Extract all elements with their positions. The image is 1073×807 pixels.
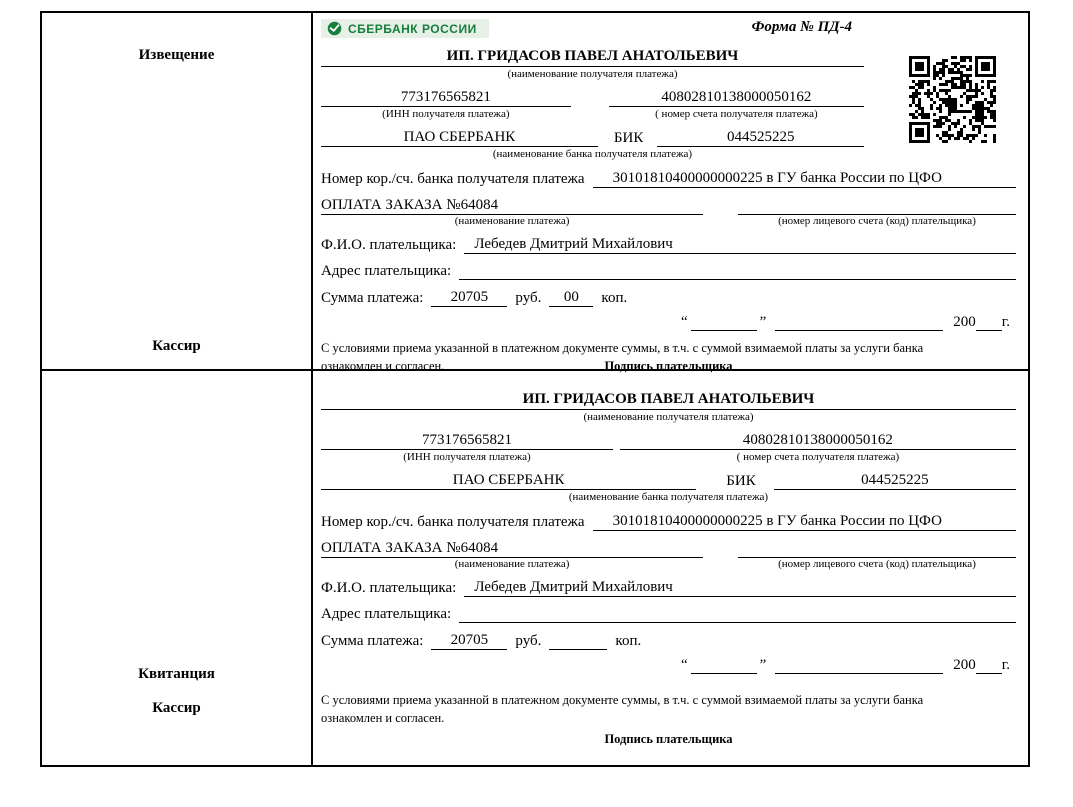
date-month-blank — [775, 330, 943, 331]
kop-label: коп. — [601, 290, 628, 306]
amount-kop-value — [549, 649, 607, 650]
payment-name-label: (наименование платежа) — [454, 558, 570, 571]
date-month-blank — [775, 673, 943, 674]
bik-label: БИК — [613, 129, 644, 146]
corr-account-value: 30101810400000000225 в ГУ банка России по ЦФО — [593, 170, 1016, 188]
bik-value: 044525225 — [774, 472, 1016, 490]
inn-label: (ИНН получателя платежа) — [403, 450, 531, 463]
account-value: 40802810138000050162 — [620, 432, 1016, 450]
sberbank-logo — [321, 19, 489, 38]
payer-account-label: (номер лицевого счета (код) плательщика) — [778, 215, 976, 228]
inn-account-labels-row — [321, 451, 1016, 465]
corr-account-value: 30101810400000000225 в ГУ банка России по ЦФО — [593, 513, 1016, 531]
bank-row — [321, 472, 1016, 490]
account-label: ( номер счета получателя платежа) — [736, 450, 900, 463]
corr-account-label: Номер кор./сч. банка получателя платежа — [321, 171, 585, 188]
recipient-name: ИП. ГРИДАСОВ ПАВЕЛ АНАТОЛЬЕВИЧ — [321, 391, 1016, 410]
year-blank — [976, 673, 1002, 674]
recipient-name-label: (наименование получателя платежа) — [507, 68, 678, 80]
payer-address-label: Адрес плательщика: — [321, 263, 452, 279]
recipient-name-row — [321, 48, 864, 67]
date-row — [321, 314, 1016, 331]
payment-purpose: ОПЛАТА ЗАКАЗА №64084 — [321, 197, 703, 215]
notice-section-label: Извещение — [138, 47, 215, 63]
year-suffix: г. — [1001, 657, 1010, 673]
amount-row — [321, 289, 1016, 307]
inn-value: 773176565821 — [321, 432, 613, 450]
sberbank-logo-icon — [327, 21, 342, 36]
bank-name: ПАО СБЕРБАНК — [321, 129, 598, 147]
receipt-section-label: Квитанция — [138, 666, 215, 682]
payer-address-row — [321, 263, 1016, 280]
payer-name-label: Ф.И.О. плательщика: — [321, 237, 457, 253]
payer-name-value: Лебедев Дмитрий Михайлович — [464, 236, 1016, 254]
payer-name-row — [321, 579, 1016, 597]
recipient-name: ИП. ГРИДАСОВ ПАВЕЛ АНАТОЛЬЕВИЧ — [321, 48, 864, 67]
recipient-name-row — [321, 391, 1016, 410]
corr-account-row — [321, 513, 1016, 531]
recipient-name-label: (наименование получателя платежа) — [583, 411, 754, 423]
rub-label: руб. — [515, 290, 542, 306]
inn-value: 773176565821 — [321, 89, 571, 107]
payer-name-row — [321, 236, 1016, 254]
bik-label: БИК — [726, 472, 756, 489]
signature-label: Подпись плательщика — [604, 359, 733, 373]
amount-label: Сумма платежа: — [321, 290, 424, 306]
payer-address-blank — [459, 279, 1016, 280]
corr-account-label: Номер кор./сч. банка получателя платежа — [321, 514, 585, 531]
payment-purpose-row — [321, 540, 1016, 558]
purpose-labels-row — [321, 558, 1016, 572]
bank-name: ПАО СБЕРБАНК — [321, 472, 696, 490]
payment-purpose-row — [321, 197, 1016, 215]
notice-form — [313, 13, 1028, 373]
payer-address-row — [321, 606, 1016, 623]
close-quote: ” — [759, 657, 767, 673]
signature-row — [321, 731, 1016, 748]
receipt-form — [313, 371, 1028, 765]
year-prefix: 200 — [953, 657, 976, 673]
form-number: Форма № ПД-4 — [751, 19, 852, 35]
notice-header-row — [321, 19, 1016, 46]
account-value: 40802810138000050162 — [609, 89, 864, 107]
payer-address-label: Адрес плательщика: — [321, 606, 452, 622]
payer-address-blank — [459, 622, 1016, 623]
date-day-blank — [691, 330, 757, 331]
bank-name-label: (наименование банка получателя платежа) — [568, 490, 769, 503]
payer-name-label: Ф.И.О. плательщика: — [321, 580, 457, 596]
corr-account-row — [321, 170, 1016, 188]
notice-cashier-label: Кассир — [152, 338, 201, 354]
purpose-labels-row — [321, 215, 1016, 229]
payment-purpose: ОПЛАТА ЗАКАЗА №64084 — [321, 540, 703, 558]
date-day-blank — [691, 673, 757, 674]
sberbank-logo-text: СБЕРБАНК РОССИИ — [348, 21, 477, 36]
signature-label: Подпись плательщика — [604, 732, 733, 746]
payment-name-label: (наименование платежа) — [454, 215, 570, 228]
qr-code — [909, 56, 996, 143]
open-quote: “ — [680, 657, 688, 673]
year-suffix: г. — [1001, 314, 1010, 330]
year-prefix: 200 — [953, 314, 976, 330]
close-quote: ” — [759, 314, 767, 330]
receipt-left-column — [42, 371, 313, 765]
inn-account-labels-row — [321, 108, 864, 122]
bank-name-label: (наименование банка получателя платежа) — [492, 147, 693, 160]
bik-value: 044525225 — [657, 129, 864, 147]
terms-text: С условиями приема указанной в платежном документе суммы, в т.ч. с суммой взимаемой платы за услуги банка ознакомлен и согласен. — [321, 341, 924, 373]
notice-slip — [40, 11, 1030, 371]
open-quote: “ — [680, 314, 688, 330]
payer-name-value: Лебедев Дмитрий Михайлович — [464, 579, 1016, 597]
inn-account-row — [321, 89, 864, 107]
amount-label: Сумма платежа: — [321, 633, 424, 649]
amount-rub-value: 20705 — [431, 289, 507, 307]
receipt-slip — [40, 369, 1030, 767]
notice-left-column — [42, 13, 313, 369]
receipt-cashier-label: Кассир — [152, 700, 201, 716]
rub-label: руб. — [515, 633, 542, 649]
account-label: ( номер счета получателя платежа) — [655, 107, 818, 120]
date-row — [321, 657, 1016, 674]
amount-rub-value: 20705 — [431, 632, 507, 650]
terms-text: С условиями приема указанной в платежном документе суммы, в т.ч. с суммой взимаемой платы за услуги банка ознакомлен и согласен. — [321, 693, 924, 725]
kop-label: коп. — [615, 633, 642, 649]
inn-label: (ИНН получателя платежа) — [382, 107, 510, 120]
bank-row — [321, 129, 864, 147]
amount-kop-value: 00 — [549, 289, 593, 307]
inn-account-row — [321, 432, 1016, 450]
payer-account-label: (номер лицевого счета (код) плательщика) — [778, 558, 976, 571]
year-blank — [976, 330, 1002, 331]
amount-row — [321, 632, 1016, 650]
